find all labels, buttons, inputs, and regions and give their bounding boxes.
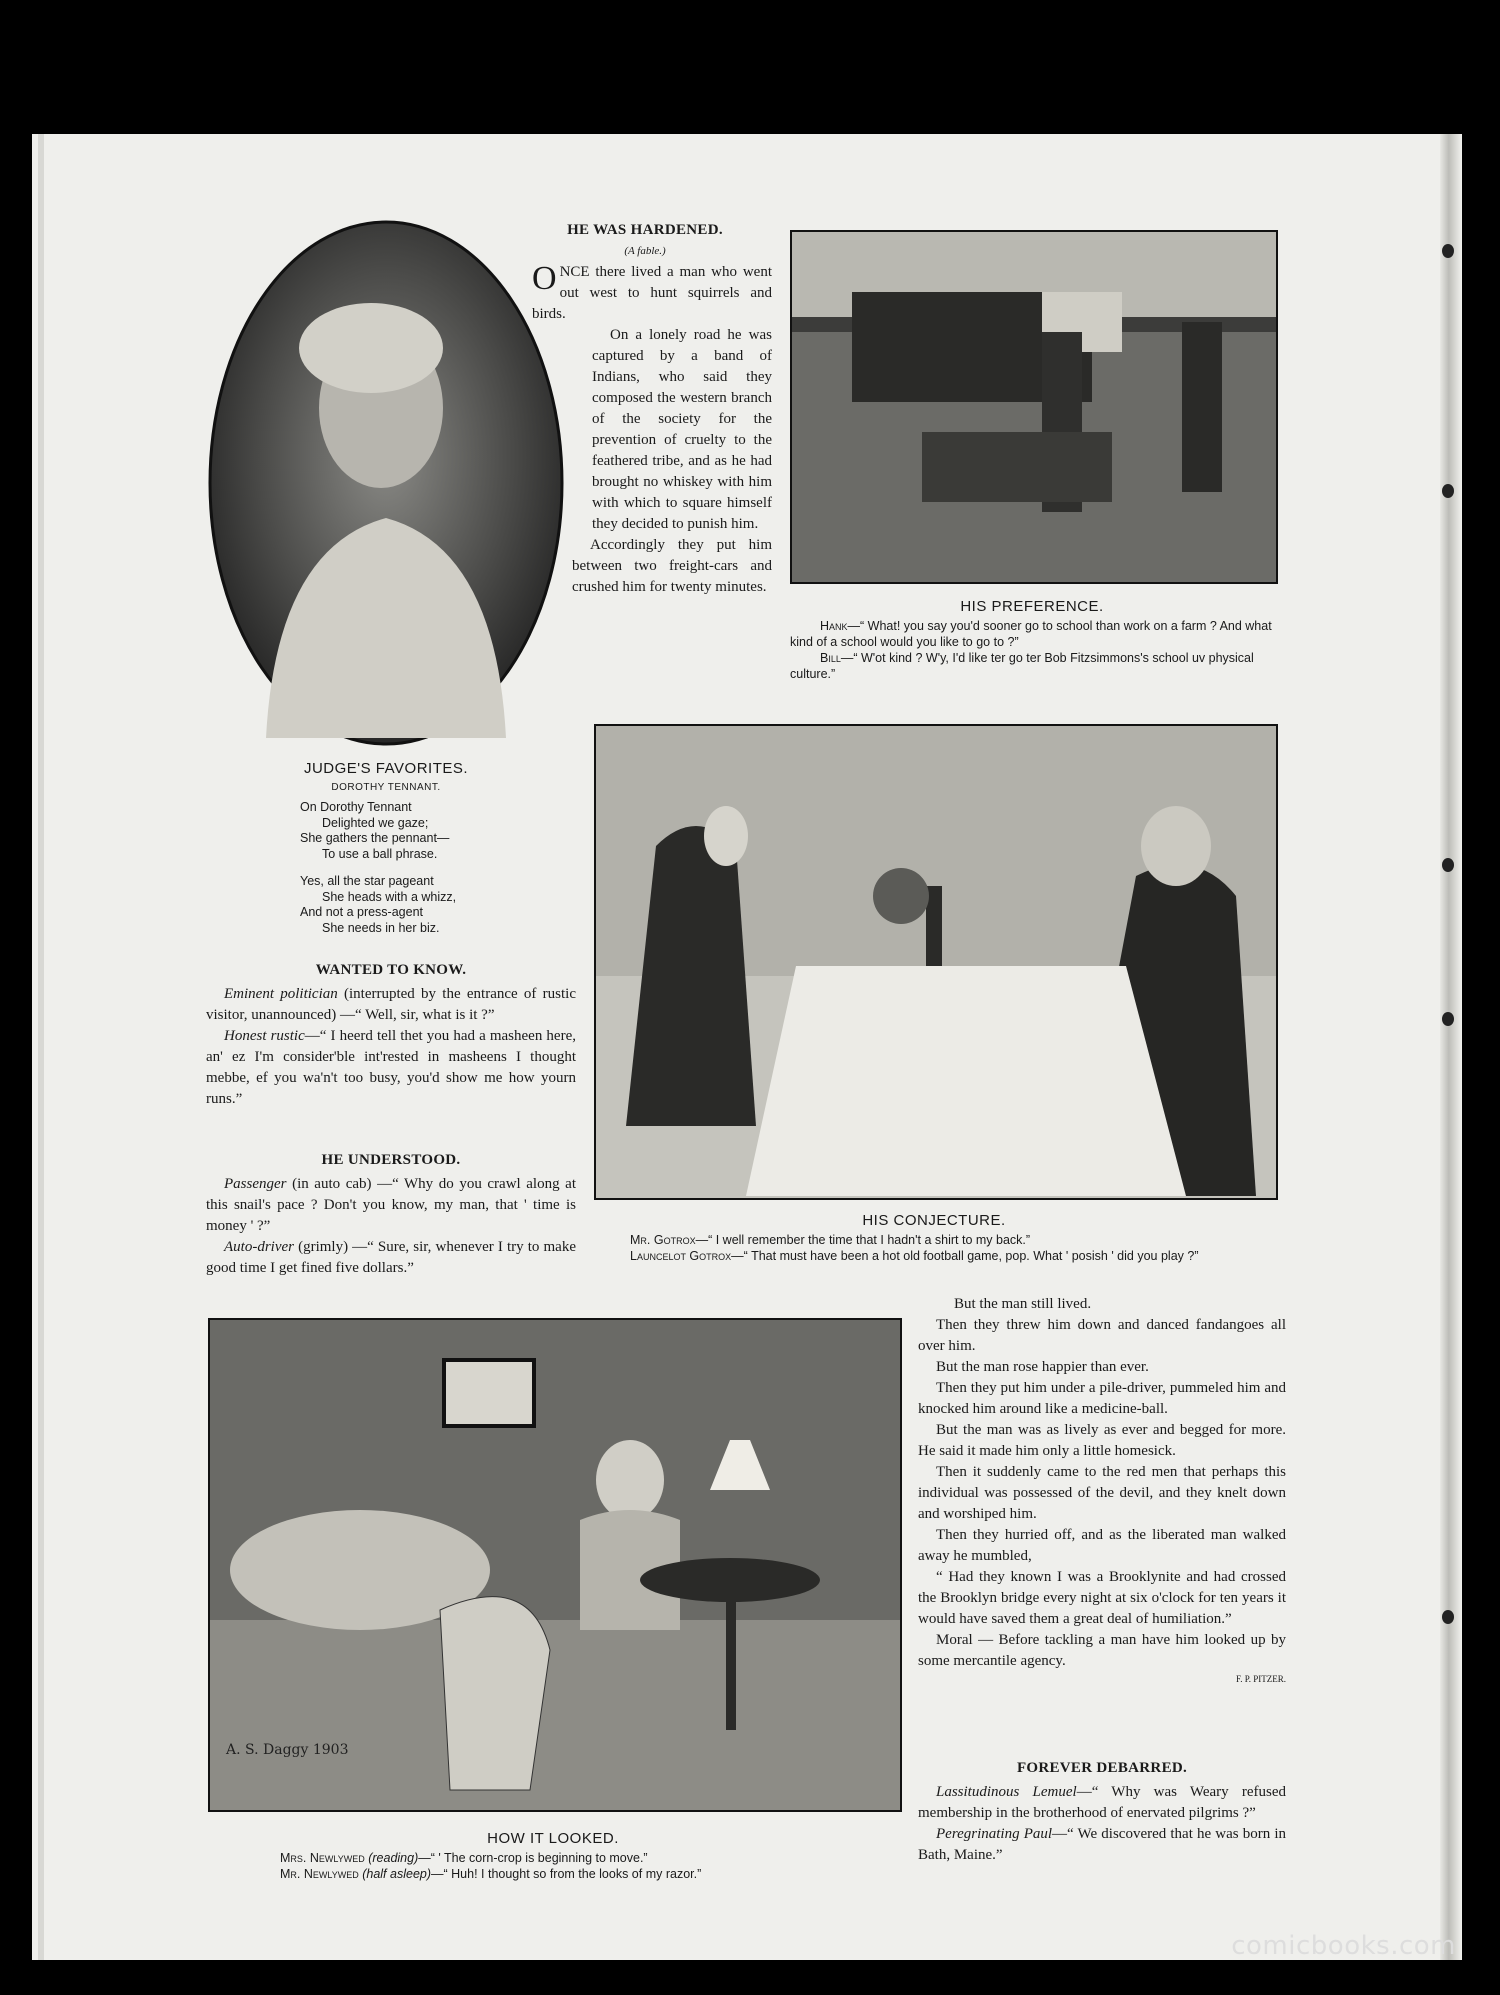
hardened-paragraph: Then they put him under a pile-driver, pummeled him and knocked him around like a medicine-ball. — [918, 1380, 1286, 1417]
stage-direction: (half asleep) — [362, 1867, 432, 1881]
poem-line: On Dorothy Tennant — [300, 800, 412, 814]
speaker: Honest rustic — [224, 1028, 305, 1044]
speaker: Passenger — [224, 1176, 287, 1192]
hardened-paragraph: Moral — Before tackling a man have him looked up by some mercantile agency. — [918, 1632, 1286, 1669]
speaker: Bill — [820, 651, 841, 665]
hardened-paragraph: Then it suddenly came to the red men that perhaps this individual was possessed of the devil, and they knelt down and worshiped him. — [918, 1464, 1286, 1522]
horses-photo — [790, 230, 1278, 584]
stage-direction: (reading) — [368, 1851, 419, 1865]
speaker: Mr. Newlywed — [280, 1867, 359, 1881]
binding-hole — [1442, 1610, 1454, 1624]
debarred-body — [918, 1782, 1286, 1866]
hardened-paragraph: But the man rose happier than ever. — [936, 1359, 1149, 1375]
poem-line: Yes, all the star pageant — [300, 874, 434, 888]
portrait-subtitle: DOROTHY TENNANT. — [331, 782, 441, 793]
debarred-headline: FOREVER DEBARRED. — [1016, 1760, 1188, 1776]
poem-line: To use a ball phrase. — [322, 846, 438, 861]
newlywed-illustration — [208, 1318, 902, 1812]
page-edge — [38, 134, 44, 1960]
poem-line: She gathers the pennant— — [300, 831, 450, 845]
poem-line: Delighted we gaze; — [322, 815, 429, 830]
dialog-line: —“ W'ot kind ? W'y, I'd like ter go ter Bob Fitzsimmons's school uv physical culture.” — [790, 651, 1254, 681]
understood-headline: HE UNDERSTOOD. — [321, 1152, 461, 1168]
understood-body — [206, 1174, 576, 1279]
hardened-paragraph: But the man still lived. — [954, 1296, 1092, 1312]
poem-line: She heads with a whizz, — [322, 889, 457, 904]
hardened-paragraph: “ Had they known I was a Brooklynite and had crossed the Brooklyn bridge every night at six o'clock for ten years it would have saved them a great deal of humiliation.” — [918, 1569, 1286, 1627]
speaker: Eminent politician — [224, 986, 338, 1002]
hardened-continuation — [918, 1294, 1286, 1686]
wanted-body — [206, 984, 576, 1110]
portrait-poem — [300, 800, 456, 936]
speaker: Peregrinating Paul — [936, 1826, 1053, 1842]
portrait-title: JUDGE'S FAVORITES. — [303, 760, 469, 777]
hardened-paragraph: But the man was as lively as ever and begged for more. He said it made him only a little homesick. — [918, 1422, 1286, 1459]
speaker: Hank — [820, 619, 848, 633]
dialog-line: (interrupted by the entrance of rustic visitor, unannounced) —“ Well, sir, what is it ?” — [206, 986, 577, 1023]
looked-title: HOW IT LOOKED. — [487, 1830, 619, 1847]
dialog-line: —“ I heerd tell thet you had a masheen here, an' ez I'm consider'ble int'rested in masheens I thought mebbe, ef you wa'n't too busy, you'd show me how yourn runs.” — [206, 1028, 576, 1107]
hardened-subhead: (A fable.) — [624, 245, 666, 257]
binding-hole — [1442, 244, 1454, 258]
hardened-paragraph: NCE there lived a man who went out west to hunt squirrels and birds. — [532, 264, 772, 322]
dialog-line: —“ I well remember the time that I hadn't a shirt to my back.” — [695, 1233, 1031, 1247]
conjecture-title: HIS CONJECTURE. — [862, 1212, 1006, 1229]
dialog-line: —“ Why was Weary refused membership in the brotherhood of enervated pilgrims ?” — [918, 1784, 1287, 1821]
dinner-photo — [594, 724, 1278, 1200]
drop-cap: O — [532, 260, 557, 297]
hardened-headline: HE WAS HARDENED. — [567, 222, 723, 238]
speaker: Lassitudinous Lemuel — [936, 1784, 1077, 1800]
hardened-paragraph: Then they threw him down and danced fandangoes all over him. — [918, 1317, 1286, 1354]
dialog-line: (grimly) —“ Sure, sir, whenever I try to make good time I get fined five dollars.” — [206, 1239, 576, 1276]
hardened-paragraph: Then they hurried off, and as the liberated man walked away he mumbled, — [918, 1527, 1286, 1564]
portrait-photo — [206, 218, 566, 748]
poem-line: And not a press-agent — [300, 905, 423, 919]
binding-hole — [1442, 858, 1454, 872]
preference-title: HIS PREFERENCE. — [960, 598, 1104, 615]
poem-line: She needs in her biz. — [322, 920, 440, 935]
dialog-line: (in auto cab) —“ Why do you crawl along at this snail's pace ? Don't you know, my man, that ' time is money ' ?” — [206, 1176, 576, 1234]
conjecture-dialog — [594, 1232, 1284, 1264]
hardened-paragraph: Accordingly they put him between two freight-cars and crushed him for twenty minutes. — [572, 537, 772, 595]
dialog-line: —“ We discovered that he was born in Bath, Maine.” — [918, 1826, 1286, 1863]
page-binding — [1440, 134, 1462, 1960]
hardened-body — [532, 262, 772, 598]
hardened-paragraph: On a lonely road he was captured by a band of Indians, who said they composed the western branch of the society for the prevention of cruelty to the feathered tribe, and as he had brought no whiskey with him with which to square himself they decided to punish him. — [592, 327, 772, 532]
dialog-line: —“ Huh! I thought so from the looks of my razor.” — [431, 1867, 702, 1881]
dialog-line: —“ What! you say you'd sooner go to school than work on a farm ? And what kind of a school would you like to go to ?” — [790, 619, 1272, 649]
looked-dialog — [280, 1850, 920, 1882]
preference-dialog — [790, 618, 1280, 682]
binding-hole — [1442, 1012, 1454, 1026]
binding-hole — [1442, 484, 1454, 498]
dialog-line: —“ That must have been a hot old football game, pop. What ' posish ' did you play ?” — [731, 1249, 1199, 1263]
byline: F. P. PITZER. — [1235, 1674, 1286, 1684]
speaker: Launcelot Gotrox — [630, 1249, 732, 1263]
speaker: Mr. Gotrox — [630, 1233, 696, 1247]
speaker: Mrs. Newlywed — [280, 1851, 365, 1865]
site-watermark: comicbooks.com — [1231, 1931, 1456, 1961]
artist-signature: A. S. Daggy 1903 — [226, 1742, 349, 1758]
wanted-headline: WANTED TO KNOW. — [315, 962, 467, 978]
speaker: Auto-driver — [224, 1239, 294, 1255]
dialog-line: —“ ' The corn-crop is beginning to move.” — [418, 1851, 648, 1865]
